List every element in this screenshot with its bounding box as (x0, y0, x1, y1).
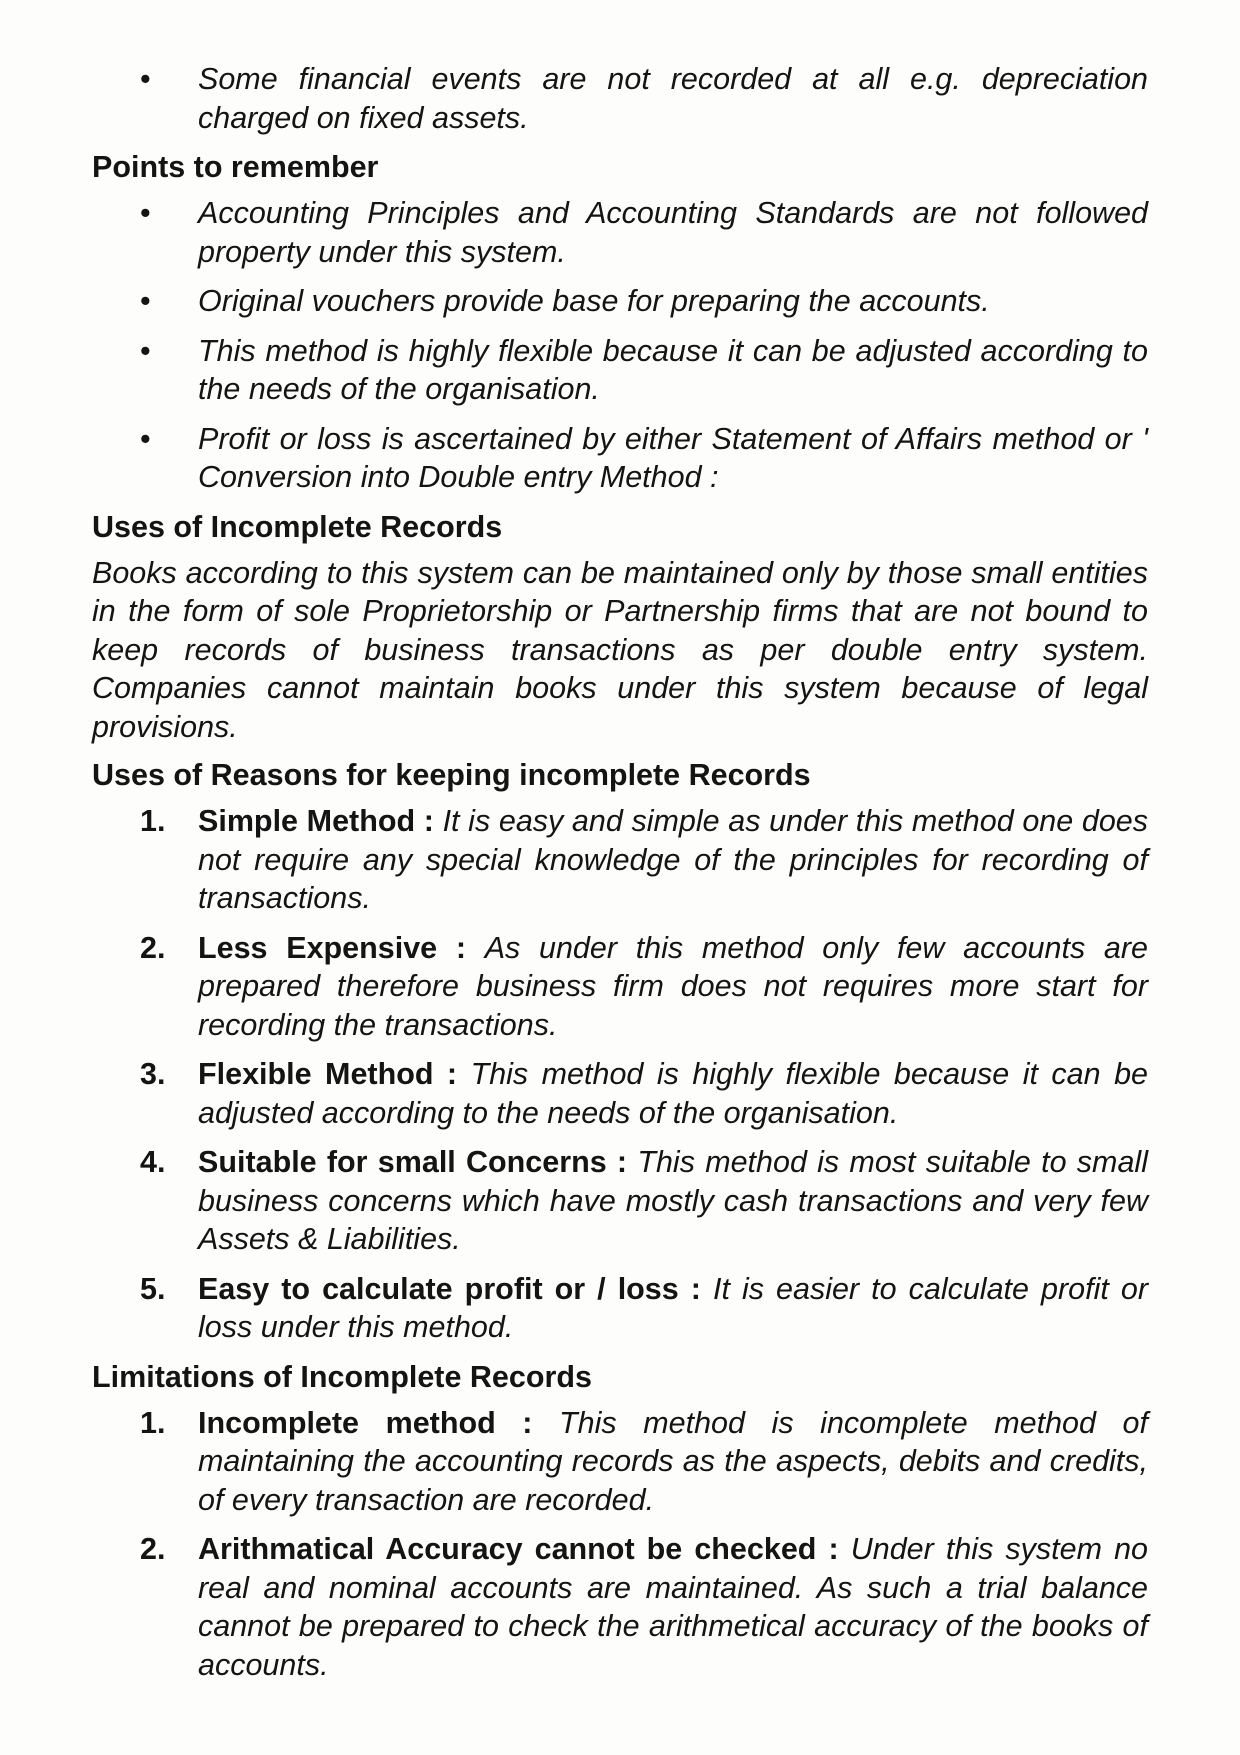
limitations-list (92, 1404, 1148, 1685)
bullet-marker: • (140, 284, 151, 318)
item-number: 4. (140, 1145, 166, 1179)
bullet-text: This method is highly flexible because it can be adjusted according to the needs of the organisation. (198, 333, 1148, 406)
item-description: It is easy and simple as under this method one does not require any special knowledge of the principles for recording of transactions. (198, 804, 1149, 915)
list-item (92, 929, 1148, 1045)
item-term: Simple Method : (198, 804, 443, 838)
bullet-text: Profit or loss is ascertained by either Statement of Affairs method or ' Conversion into Double entry Method : (198, 421, 1148, 494)
reasons-list (92, 802, 1148, 1347)
item-term: Suitable for small Concerns : (198, 1145, 638, 1179)
item-description: This method is most suitable to small business concerns which have mostly cash transactions and very few Assets & Liabilities. (198, 1145, 1148, 1256)
item-number: 3. (140, 1057, 166, 1091)
item-number: 5. (140, 1271, 166, 1306)
list-item (92, 60, 1148, 137)
points-to-remember-heading: Points to remember (92, 150, 379, 184)
bullet-marker: • (140, 333, 151, 368)
list-item (92, 420, 1148, 497)
item-number: 2. (140, 1532, 166, 1566)
bullet-marker: • (140, 196, 151, 230)
item-description: Under this system no real and nominal accounts are maintained. As such a trial balance cannot be prepared to check the arithmetical accuracy of the books of accounts. (198, 1532, 1148, 1682)
item-description: This method is incomplete method of maintaining the accounting records as the aspects, debits and credits, of every transaction are recorded. (198, 1405, 1148, 1517)
list-item (92, 1530, 1148, 1684)
item-description: It is easier to calculate profit or loss under this method. (198, 1271, 1148, 1344)
points-to-remember-list (92, 194, 1148, 497)
item-description: As under this method only few accounts are prepared therefore business firm does not requires more start for recording the transactions. (198, 930, 1148, 1042)
list-item (92, 332, 1148, 409)
bullet-text: Some financial events are not recorded at all e.g. depreciation charged on fixed assets. (198, 62, 1148, 135)
item-term: Incomplete method : (198, 1405, 560, 1440)
limitations-heading: Limitations of Incomplete Records (92, 1359, 592, 1394)
item-number: 1. (140, 1405, 166, 1440)
list-item (92, 1404, 1148, 1520)
bullet-marker: • (140, 62, 151, 96)
uses-paragraph: Books according to this system can be maintained only by those small entities in the form of sole Proprietorship or Partnership firms that are not bound to keep records of business transactions as per double entry system. Companies cannot maintain books under this system because of legal provisions. (92, 555, 1148, 744)
uses-heading: Uses of Incomplete Records (92, 509, 503, 544)
bullet-marker: • (140, 421, 151, 456)
intro-bullet-list (92, 60, 1148, 137)
item-term: Arithmatical Accuracy cannot be checked : (198, 1532, 851, 1566)
item-term: Flexible Method : (198, 1057, 471, 1091)
list-item (92, 802, 1148, 918)
list-item (92, 1055, 1148, 1132)
list-item (92, 282, 1148, 321)
item-description: This method is highly flexible because it can be adjusted according to the needs of the organisation. (198, 1057, 1148, 1130)
list-item (92, 1270, 1148, 1347)
reasons-heading: Uses of Reasons for keeping incomplete Records (92, 758, 811, 792)
item-number: 2. (140, 930, 166, 965)
list-item (92, 1143, 1148, 1259)
item-term: Easy to calculate profit or / loss : (198, 1271, 713, 1306)
bullet-text: Accounting Principles and Accounting Standards are not followed property under this system. (198, 196, 1148, 269)
item-term: Less Expensive : (198, 930, 485, 965)
bullet-text: Original vouchers provide base for preparing the accounts. (198, 284, 990, 318)
list-item (92, 194, 1148, 271)
item-number: 1. (140, 804, 166, 838)
